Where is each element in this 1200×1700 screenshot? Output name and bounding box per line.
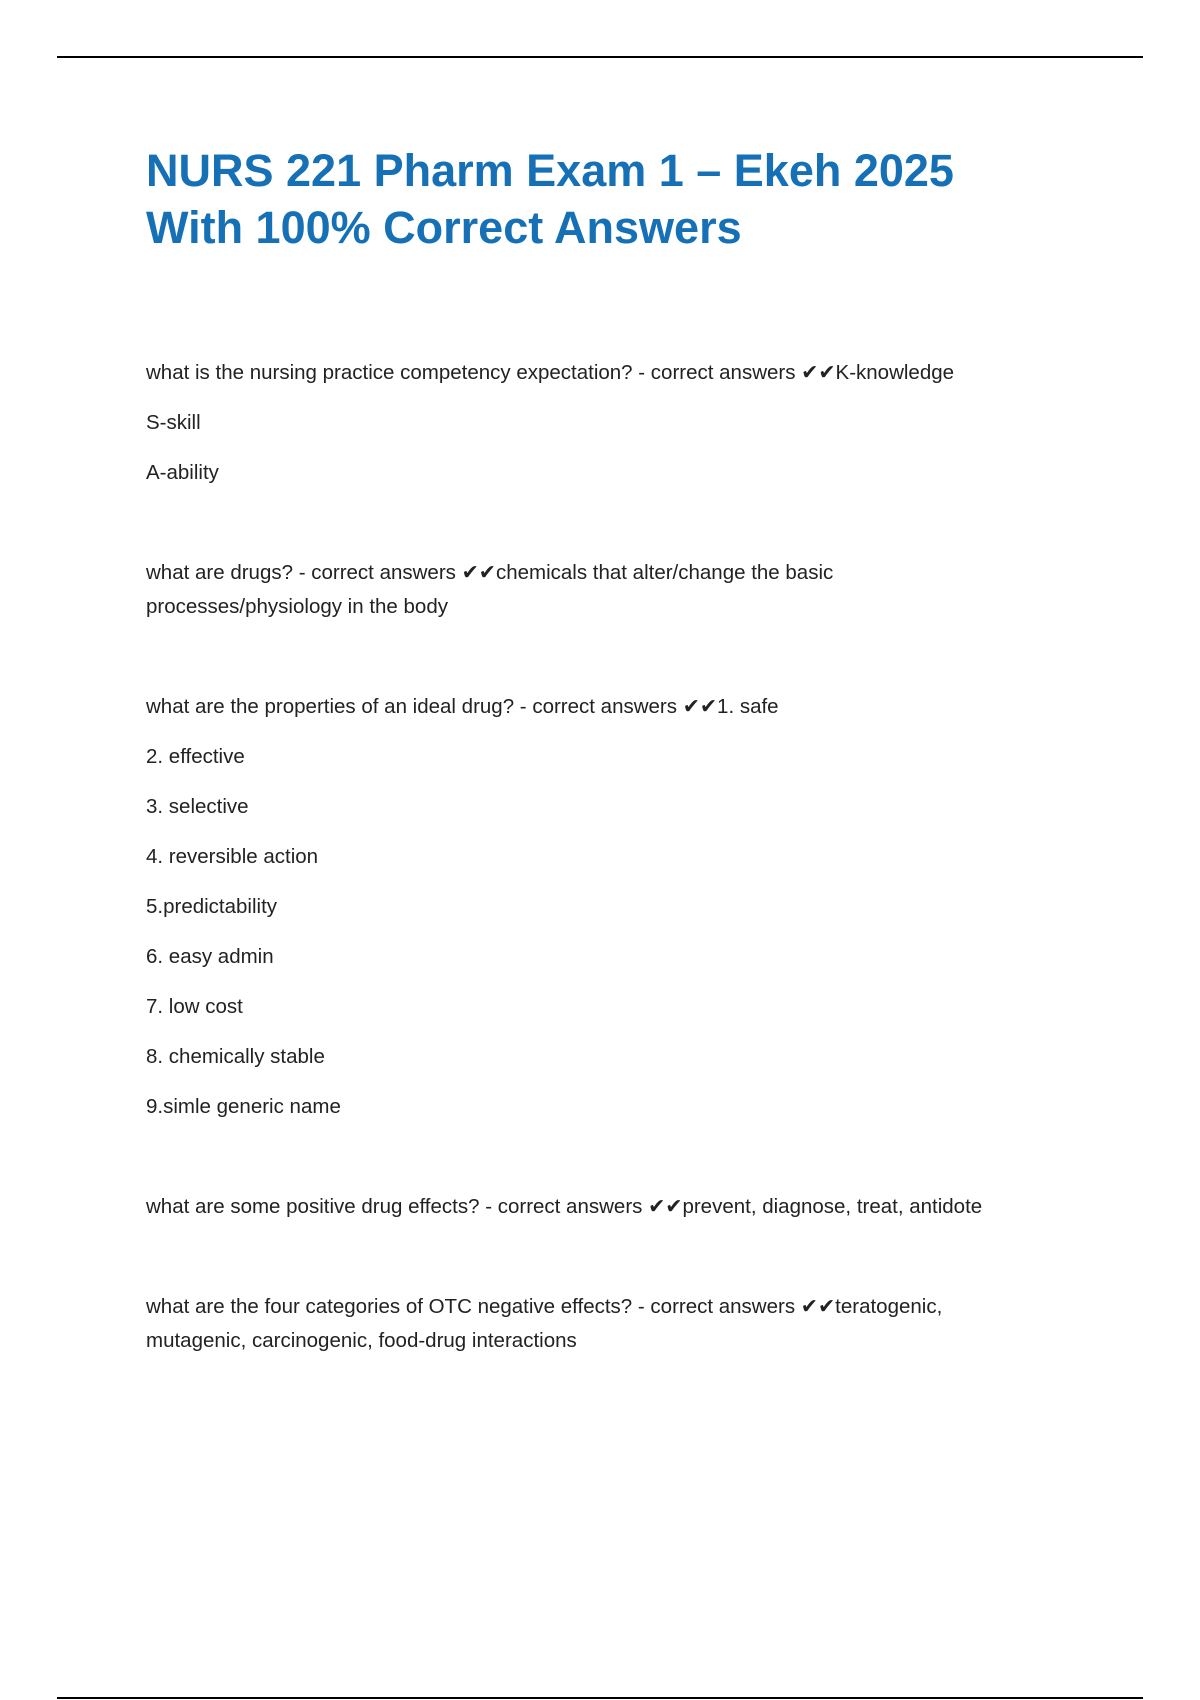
question-answer-line: what are the four categories of OTC negative effects? - correct answers ✔✔teratogenic, mutagenic, carcinogenic, food-drug interactions xyxy=(146,1295,943,1352)
answer-line: S-skill xyxy=(146,411,201,434)
list-item: 2. effective xyxy=(146,745,245,768)
document-title xyxy=(146,142,1106,256)
qa-item-positive-effects xyxy=(146,1190,1106,1224)
question-answer-line: what are some positive drug effects? - correct answers ✔✔prevent, diagnose, treat, antidote xyxy=(146,1195,983,1218)
question-answer-line: what is the nursing practice competency expectation? - correct answers ✔✔K-knowledge xyxy=(146,361,955,384)
qa-item-ideal-drug xyxy=(146,690,1106,1124)
list-item: 5.predictability xyxy=(146,895,278,918)
question-answer-line: what are drugs? - correct answers ✔✔chemicals that alter/change the basic processes/physiology in the body xyxy=(146,561,834,618)
footer-rule xyxy=(57,1697,1143,1699)
question-answer-line: what are the properties of an ideal drug? - correct answers ✔✔1. safe xyxy=(146,695,779,718)
qa-item-drugs xyxy=(146,556,1106,624)
qa-list xyxy=(146,356,1106,1358)
header-rule xyxy=(57,56,1143,58)
qa-item-otc-negative-effects xyxy=(146,1290,1106,1358)
list-item: 7. low cost xyxy=(146,995,243,1018)
list-item: 3. selective xyxy=(146,795,249,818)
qa-item-competency xyxy=(146,356,1106,490)
title-line-1: NURS 221 Pharm Exam 1 – Ekeh 2025 xyxy=(146,145,954,196)
list-item: 8. chemically stable xyxy=(146,1045,325,1068)
list-item: 4. reversible action xyxy=(146,845,319,868)
list-item: 9.simle generic name xyxy=(146,1095,341,1118)
list-item: 6. easy admin xyxy=(146,945,274,968)
title-line-2: With 100% Correct Answers xyxy=(146,202,742,253)
answer-line: A-ability xyxy=(146,461,219,484)
